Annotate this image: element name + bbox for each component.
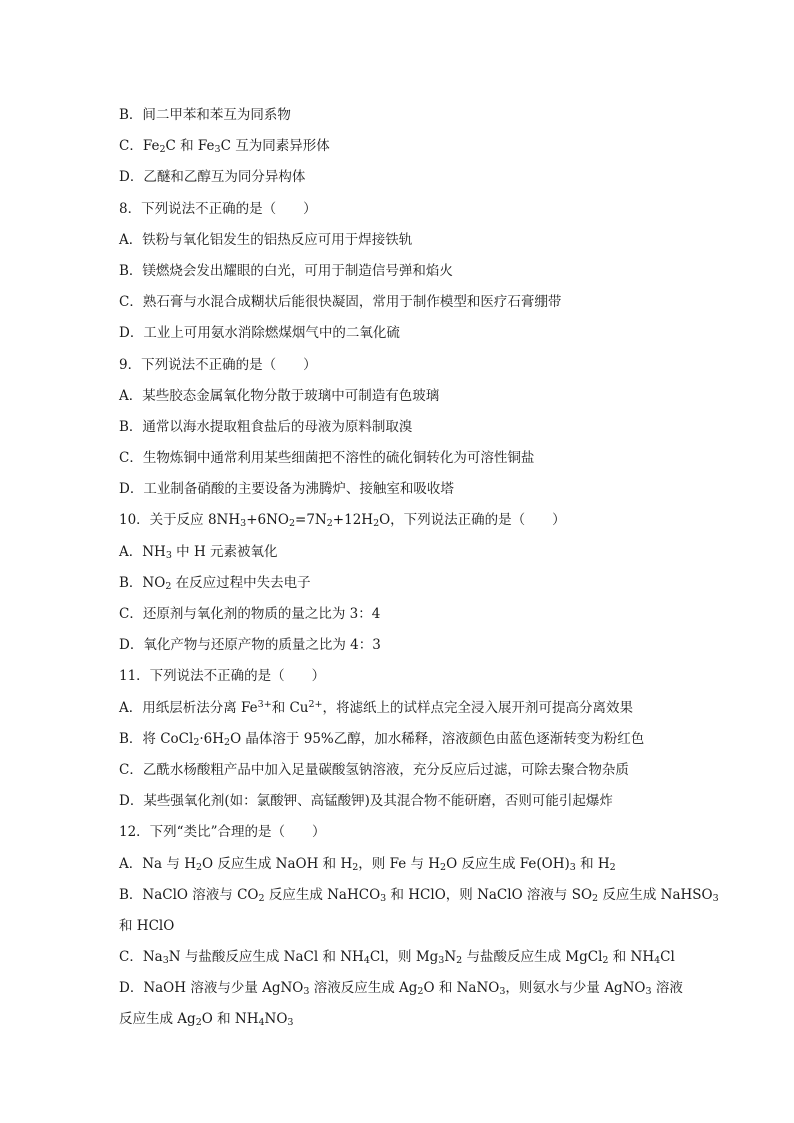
- text-line: C．熟石膏与水混合成糊状后能很快凝固，常用于制作模型和医疗石膏绷带: [119, 294, 562, 311]
- text-line: D．NaOH 溶液与少量 AgNO$_3$ 溶液反应生成 $Ag_2O$ 和 NaNO$_3$，则氨水与少量 AgNO$_3$ 溶液: [119, 980, 683, 998]
- text-line: B．NaClO 溶液与 $CO_2$ 反应生成 NaHCO$_3$ 和 HClO，则 NaClO 溶液与 $SO_2$ 反应生成 NaHSO$_3$: [119, 886, 719, 904]
- text-line: A．Na 与 $H_2O$ 反应生成 NaOH 和 $H_2$，则 Fe 与 $H_2O$ 反应生成 $Fe(OH)_3$ 和 $H_2$: [119, 855, 616, 873]
- text-line: 8．下列说法不正确的是（ ）: [119, 200, 317, 217]
- text-line: B．镁燃烧会发出耀眼的白光，可用于制造信号弹和焰火: [119, 262, 453, 279]
- text-line: 12．下列“类比”合理的是（ ）: [119, 824, 326, 841]
- text-line: A．铁粉与氧化铝发生的铝热反应可用于焊接铁轨: [119, 231, 413, 248]
- text-line: D．氧化产物与还原产物的质量之比为 4：3: [119, 637, 381, 654]
- text-line: B．$NO_2$ 在反应过程中失去电子: [119, 574, 311, 592]
- text-line: B．间二甲苯和苯互为同系物: [119, 107, 291, 123]
- text-line: 反应生成 $Ag_2O$ 和 $NH_4NO_3$: [119, 1011, 294, 1029]
- question-text-block: [119, 100, 719, 1036]
- text-line: 10．关于反应 $8NH_3+6NO_2=7N_2+12H_2O$，下列说法正确的是（ ）: [119, 512, 566, 530]
- text-line: 和 HClO: [119, 917, 175, 934]
- text-line: D．工业制备硝酸的主要设备为沸腾炉、接触室和吸收塔: [119, 481, 454, 498]
- text-line: D．某些强氧化剂(如：氯酸钾、高锰酸钾)及其混合物不能研磨，否则可能引起爆炸: [119, 793, 613, 810]
- text-line: C．还原剂与氧化剂的物质的量之比为 3：4: [119, 606, 381, 622]
- text-line: B．将 $CoCl_2\cdot 6H_2O$ 晶体溶于 95%乙醇，加水稀释，溶液颜色由蓝色逐渐转变为粉红色: [119, 730, 645, 748]
- text-line: B．通常以海水提取粗食盐后的母液为原料制取溴: [119, 418, 413, 435]
- text-line: D．乙醚和乙醇互为同分异构体: [119, 169, 306, 186]
- text-line: A．用纸层析法分离 $Fe^{3+}$和 $Cu^{2+}$，将滤纸上的试样点完全浸入展开剂可提高分离效果: [119, 698, 634, 716]
- text-line: C．乙酰水杨酸粗产品中加入足量碳酸氢钠溶液，充分反应后过滤，可除去聚合物杂质: [119, 761, 629, 778]
- text-line: 11．下列说法不正确的是（ ）: [119, 668, 326, 685]
- text-line: C．$Na_3N$ 与盐酸反应生成 NaCl 和 $NH_4Cl$，则 $Mg_3N_2$ 与盐酸反应生成 MgCl$_2$ 和 $NH_4Cl$: [119, 949, 675, 967]
- text-line: 9．下列说法不正确的是（ ）: [119, 356, 317, 373]
- text-line: C．生物炼铜中通常利用某些细菌把不溶性的硫化铜转化为可溶性铜盐: [119, 450, 535, 467]
- text-line: D．工业上可用氨水消除燃煤烟气中的二氧化硫: [119, 325, 400, 342]
- text-line: A．某些胶态金属氧化物分散于玻璃中可制造有色玻璃: [119, 387, 440, 404]
- text-line: C．$Fe_2C$ 和 $Fe_3C$ 互为同素异形体: [119, 138, 330, 156]
- text-line: A．$NH_3$ 中 H 元素被氧化: [119, 543, 278, 561]
